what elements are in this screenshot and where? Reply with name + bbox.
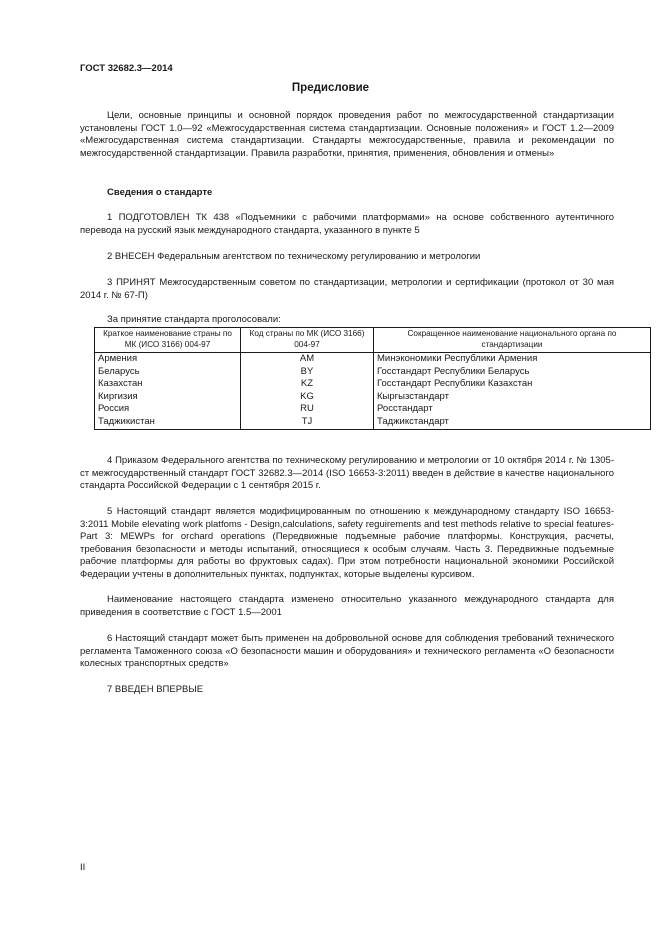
header-country-code: Код страны по МК (ИСО 3166) 004-97 xyxy=(241,328,374,353)
page-title: Предисловие xyxy=(291,82,370,94)
table-row xyxy=(95,416,651,429)
country-name: Беларусь xyxy=(95,366,241,379)
country-name: Армения xyxy=(95,353,241,366)
header-country-name: Краткое наименование страны по МК (ИСО 3166) 004-97 xyxy=(95,328,241,353)
standards-body: Росстандарт xyxy=(374,403,651,416)
table-caption: За принятие стандарта проголосовали: xyxy=(107,314,281,325)
country-code: TJ xyxy=(241,416,374,429)
country-name: Таджикистан xyxy=(95,416,241,429)
table-row xyxy=(95,366,651,379)
country-code: AM xyxy=(241,353,374,366)
standards-body: Кыргызстандарт xyxy=(374,391,651,404)
item-4-paragraph: 4 Приказом Федерального агентства по техническому регулированию и метрологии от 10 октября 2014 г. № 1305-ст межгосударственный стандарт ГОСТ 32682.3—2014 (ISO 16653-3:2011) введен в действие в качестве национального стандарта Российской Федерации с 1 сентября 2015 г. xyxy=(80,455,614,492)
table-row xyxy=(95,378,651,391)
standards-body: Таджикстандарт xyxy=(374,416,651,429)
country-name: Казахстан xyxy=(95,378,241,391)
page-number: II xyxy=(80,862,86,873)
item-5-paragraph: 5 Настоящий стандарт является модифицированным по отношению к международному стандарту ISO 16653-3:2011 Mobile elevating work platfoms - Design,calculations, safety reguirements and test methods relative to special features- Part 3: MEWPs for orchard operations (Передвижные подъемные рабочие платформы. Конструкция, расчеты, требования безопасности и методы испытаний, относящиеся к особым случаям. Часть 3. Передвижные подъемные рабочие платформы для работы во фруктовых садах). При этом потребности национальной экономики Российской Федерации учтены в дополнительных пунктах, подпунктах, которые выделены курсивом. xyxy=(80,506,614,580)
country-code: BY xyxy=(241,366,374,379)
standards-body: Госстандарт Республики Беларусь xyxy=(374,366,651,379)
table-row xyxy=(95,391,651,404)
country-code: KG xyxy=(241,391,374,404)
item-3-paragraph: 3 ПРИНЯТ Межгосударственным советом по стандартизации, метрологии и сертификации (протокол от 30 мая 2014 г. № 67-П) xyxy=(80,277,614,301)
standards-body: Госстандарт Республики Казахстан xyxy=(374,378,651,391)
table-row xyxy=(95,353,651,366)
country-name: Киргизия xyxy=(95,391,241,404)
intro-paragraph: Цели, основные принципы и основной порядок проведения работ по межгосударственной стандартизации установлены ГОСТ 1.0—92 «Межгосударственная система стандартизации. Основные положения» и ГОСТ 1.2—2009 «Межгосударственная система стандартизации. Стандарты межгосударственные, правила и рекомендации по межгосударственной стандартизации. Правила разработки, принятия, применения, обновления и отмены» xyxy=(80,110,614,159)
header-standards-body: Сокращенное наименование национального органа по стандартизации xyxy=(374,328,651,353)
country-code: KZ xyxy=(241,378,374,391)
item-5-note-paragraph: Наименование настоящего стандарта изменено относительно указанного международного стандарта для приведения в соответствие с ГОСТ 1.5—2001 xyxy=(80,594,614,618)
country-name: Россия xyxy=(95,403,241,416)
table-row xyxy=(95,403,651,416)
item-2-paragraph: 2 ВНЕСЕН Федеральным агентством по техническому регулированию и метрологии xyxy=(107,251,481,262)
item-1-paragraph: 1 ПОДГОТОВЛЕН ТК 438 «Подъемники с рабочими платформами» на основе собственного аутентичного перевода на русский язык международного стандарта, указанного в пункте 5 xyxy=(80,212,614,236)
standards-body: Минэкономики Республики Армения xyxy=(374,353,651,366)
country-code: RU xyxy=(241,403,374,416)
item-7-paragraph: 7 ВВЕДЕН ВПЕРВЫЕ xyxy=(107,684,204,695)
document-code: ГОСТ 32682.3—2014 xyxy=(80,63,173,74)
table-header-row xyxy=(95,328,651,353)
voting-table xyxy=(94,327,651,430)
item-6-paragraph: 6 Настоящий стандарт может быть применен на добровольной основе для соблюдения требований технического регламента Таможенного союза «О безопасности машин и оборудования» и технического регламента «О безопасности колесных транспортных средств» xyxy=(80,633,614,670)
section-heading: Сведения о стандарте xyxy=(107,187,213,198)
